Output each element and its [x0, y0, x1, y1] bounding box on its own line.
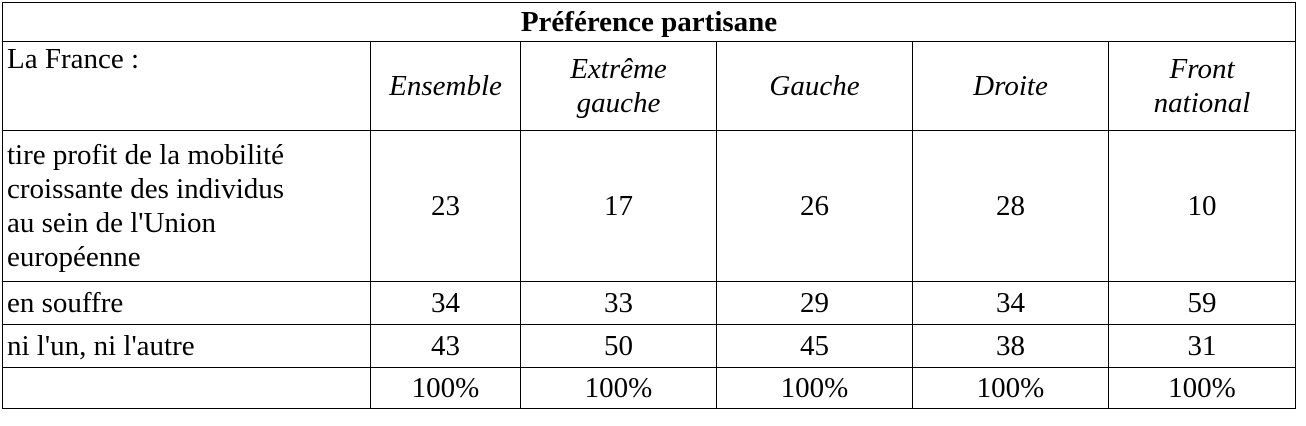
column-header-row [3, 42, 1296, 131]
row-label-total [3, 368, 371, 409]
cell-total: 100% [521, 368, 717, 409]
cell-value: 33 [521, 282, 717, 325]
column-header-line: Droite [973, 70, 1048, 102]
preference-partisane-table [2, 2, 1296, 409]
cell-value: 45 [717, 325, 913, 368]
cell-value: 34 [371, 282, 521, 325]
cell-value: 10 [1109, 131, 1296, 282]
row-header-label: La France : [3, 42, 371, 131]
table-row-total [3, 368, 1296, 409]
row-label-ni-lun-ni-lautre: ni l'un, ni l'autre [3, 325, 371, 368]
table-title: Préférence partisane [3, 3, 1296, 42]
row-label-en-souffre: en souffre [3, 282, 371, 325]
table-row [3, 325, 1296, 368]
cell-value: 43 [371, 325, 521, 368]
row-label-tire-profit [3, 131, 371, 282]
column-header-line: gauche [576, 87, 661, 119]
row-label-line: européenne [7, 241, 141, 273]
column-header-line: Front [1169, 53, 1235, 85]
column-header-extreme-gauche [521, 42, 717, 131]
cell-value: 38 [913, 325, 1109, 368]
cell-value: 31 [1109, 325, 1296, 368]
column-header-droite [913, 42, 1109, 131]
cell-total: 100% [1109, 368, 1296, 409]
table-row [3, 282, 1296, 325]
table-title-row [3, 3, 1296, 42]
cell-value: 28 [913, 131, 1109, 282]
column-header-gauche [717, 42, 913, 131]
cell-value: 17 [521, 131, 717, 282]
cell-value: 59 [1109, 282, 1296, 325]
cell-value: 34 [913, 282, 1109, 325]
cell-total: 100% [913, 368, 1109, 409]
cell-value: 50 [521, 325, 717, 368]
column-header-line: Gauche [769, 70, 860, 102]
cell-total: 100% [371, 368, 521, 409]
column-header-line: Ensemble [389, 70, 502, 102]
cell-value: 29 [717, 282, 913, 325]
row-label-line: au sein de l'Union [7, 207, 216, 239]
cell-value: 23 [371, 131, 521, 282]
table-row [3, 131, 1296, 282]
cell-value: 26 [717, 131, 913, 282]
row-label-line: tire profit de la mobilité [7, 139, 285, 171]
cell-total: 100% [717, 368, 913, 409]
row-label-line: croissante des individus [7, 173, 285, 205]
column-header-ensemble [371, 42, 521, 131]
column-header-line: national [1153, 87, 1251, 119]
column-header-line: Extrême [570, 53, 667, 85]
column-header-front-national [1109, 42, 1296, 131]
